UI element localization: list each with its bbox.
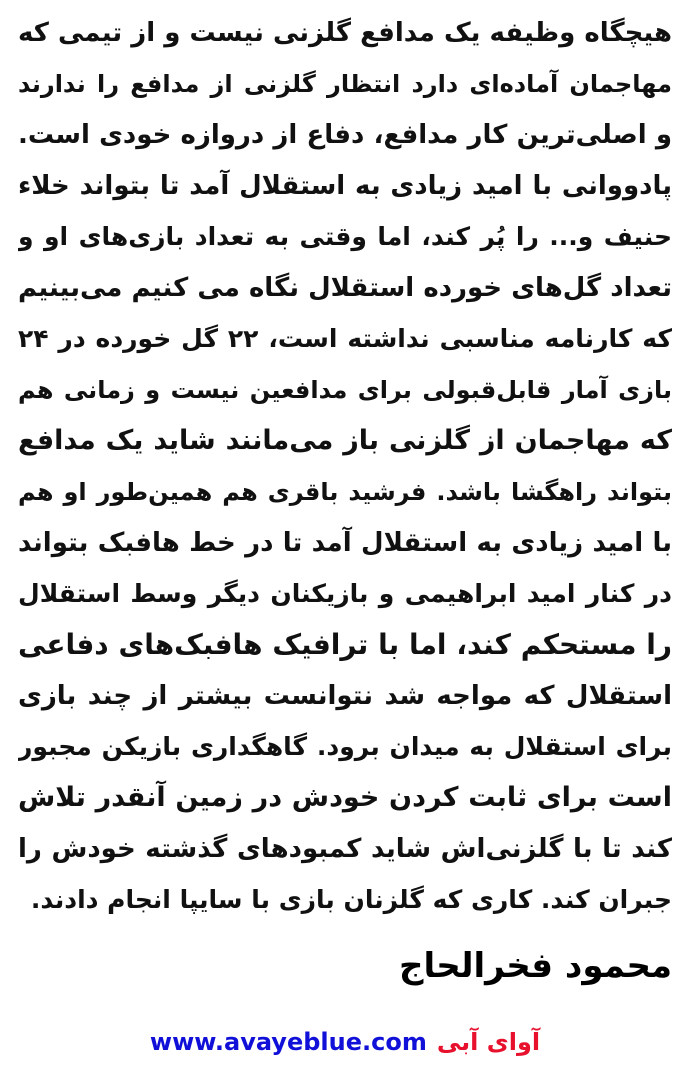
article-line: مهاجمان آماده‌ای دارد انتظار گلزنی از مدافع را ندارند xyxy=(18,70,672,98)
article-line: و اصلی‌ترین کار مدافع، دفاع از دروازه خودی است. xyxy=(18,120,672,150)
article-line: با امید زیادی به استقلال آمد تا در خط هافبک بتواند xyxy=(18,528,672,558)
article-line: بتواند راهگشا باشد. فرشید باقری هم همین‌طور او هم xyxy=(18,478,672,506)
article-line: که کارنامه مناسبی نداشته است، ۲۲ گل خورده در ۲۴ xyxy=(18,324,672,353)
article-line: در کنار امید ابراهیمی و بازیکنان دیگر وسط استقلال xyxy=(18,579,672,608)
article-line: بازی آمار قابل‌قبولی برای مدافعین نیست و زمانی هم xyxy=(18,376,672,404)
article-line: حنیف و... را پُر کند، اما وقتی به تعداد بازی‌های او و xyxy=(18,222,672,251)
article-body xyxy=(18,10,672,1000)
site-footer xyxy=(0,1022,690,1062)
article-line: پادووانی با امید زیادی به استقلال آمد تا بتواند خلاء xyxy=(18,171,672,201)
article-line: است برای ثابت کردن خودش در زمین آنقدر تلاش xyxy=(18,782,672,813)
site-brand-name: آوای آبی xyxy=(436,1028,541,1056)
article-line: هیچگاه وظیفه یک مدافع گلزنی نیست و از تیمی که xyxy=(18,18,672,48)
site-url-link[interactable]: www.avayeblue.com xyxy=(149,1028,427,1056)
article-line: برای استقلال به میدان برود. گاهگداری بازیکن مجبور xyxy=(18,732,672,761)
article-line: را مستحکم کند، اما با ترافیک هافبک‌های دفاعی xyxy=(18,628,672,661)
article-line: تعداد گل‌های خورده استقلال نگاه می کنیم می‌بینیم xyxy=(18,273,672,303)
article-line: که مهاجمان از گلزنی باز می‌مانند شاید یک مدافع xyxy=(18,425,672,456)
article-line: جبران کند. کاری که گلزنان بازی با سایپا انجام دادند. xyxy=(30,885,672,914)
article-line: استقلال که مواجه شد نتوانست بیشتر از چند بازی xyxy=(18,681,672,711)
author-byline: محمود فخرالحاج xyxy=(398,946,672,986)
article-line: کند تا با گلزنی‌اش شاید کمبودهای گذشته خودش را xyxy=(18,834,672,864)
